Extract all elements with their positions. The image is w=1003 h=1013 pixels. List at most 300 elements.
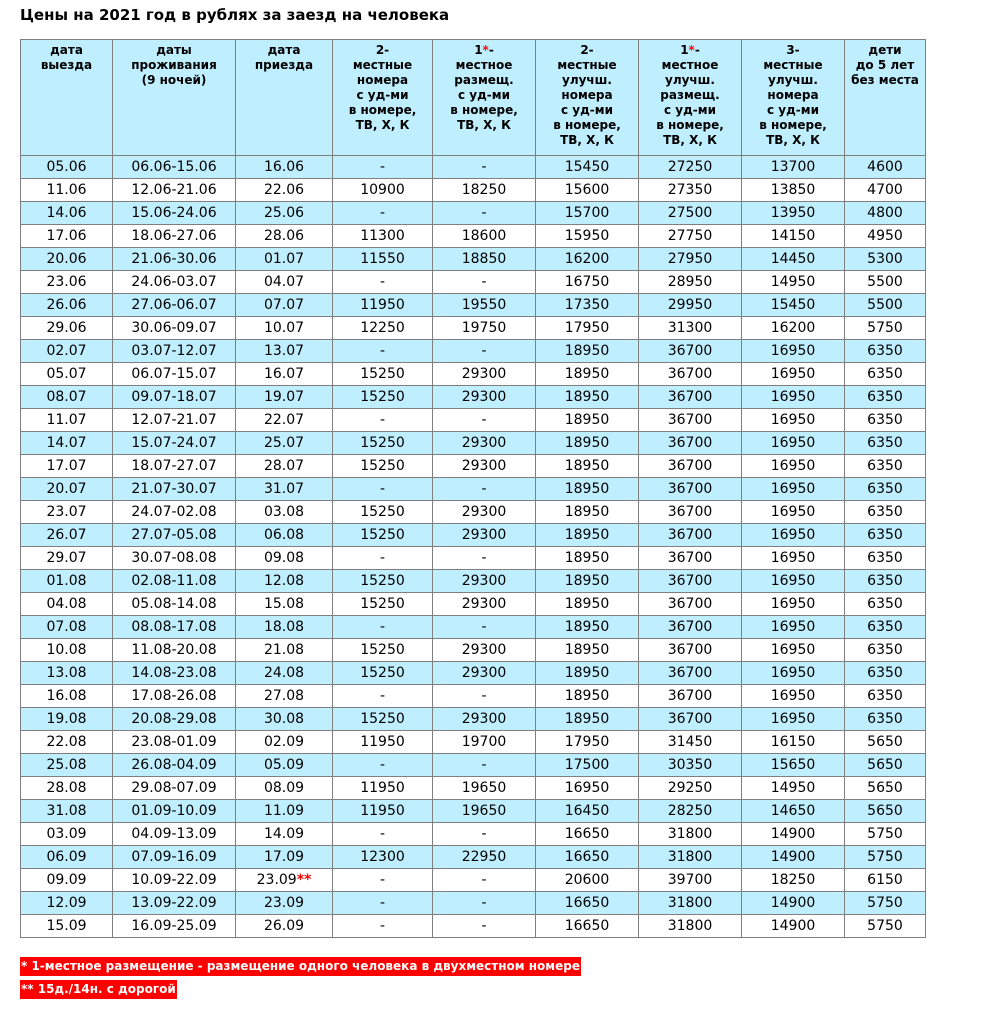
table-cell: 4800: [845, 202, 926, 225]
table-cell: -: [333, 202, 433, 225]
table-cell: 07.08: [21, 616, 113, 639]
table-cell: 5750: [845, 317, 926, 340]
table-cell: 14450: [742, 248, 845, 271]
table-cell: 6350: [845, 685, 926, 708]
table-cell: 4700: [845, 179, 926, 202]
table-row: [21, 501, 926, 524]
table-cell: 06.07-15.07: [113, 363, 236, 386]
table-cell: 29300: [433, 570, 536, 593]
header-line: (9 ночей): [141, 73, 207, 87]
table-cell: 29300: [433, 524, 536, 547]
table-cell: 15.09: [21, 915, 113, 938]
table-cell: 16950: [742, 386, 845, 409]
table-cell: 18950: [536, 478, 639, 501]
table-cell: 36700: [639, 478, 742, 501]
table-cell: 14950: [742, 271, 845, 294]
table-cell: 28250: [639, 800, 742, 823]
table-cell: 08.08-17.08: [113, 616, 236, 639]
table-cell: 20600: [536, 869, 639, 892]
table-cell: 11950: [333, 777, 433, 800]
table-cell: 18250: [433, 179, 536, 202]
table-cell: 19650: [433, 777, 536, 800]
table-header-col-3: [236, 40, 333, 156]
table-cell: 15250: [333, 363, 433, 386]
table-cell: 29.07: [21, 547, 113, 570]
table-row: [21, 777, 926, 800]
header-line: ТВ, Х, К: [355, 118, 410, 132]
header-line: с уд-ми: [560, 103, 613, 117]
table-header-col-4: [333, 40, 433, 156]
table-cell: 14150: [742, 225, 845, 248]
header-line: в номере,: [656, 118, 724, 132]
table-cell: 6350: [845, 340, 926, 363]
table-cell: 16.08: [21, 685, 113, 708]
table-cell: 16950: [742, 662, 845, 685]
table-cell: 27.08: [236, 685, 333, 708]
table-row: [21, 593, 926, 616]
table-row: [21, 800, 926, 823]
table-cell: -: [433, 156, 536, 179]
table-cell: 31.07: [236, 478, 333, 501]
table-row: [21, 156, 926, 179]
table-cell: -: [333, 547, 433, 570]
table-cell: 22.07: [236, 409, 333, 432]
table-cell: 6350: [845, 708, 926, 731]
table-cell: 29300: [433, 639, 536, 662]
table-cell: 16950: [742, 708, 845, 731]
table-cell: 18.06-27.06: [113, 225, 236, 248]
table-cell: 29300: [433, 662, 536, 685]
table-cell: 29.08-07.09: [113, 777, 236, 800]
table-cell: 18950: [536, 524, 639, 547]
header-line: ТВ, Х, К: [663, 133, 717, 147]
table-cell: 29.06: [21, 317, 113, 340]
table-cell: 14650: [742, 800, 845, 823]
header-line: ТВ, Х, К: [766, 133, 820, 147]
header-line: размещ.: [660, 88, 720, 102]
table-row: [21, 409, 926, 432]
header-line: улучш.: [665, 73, 715, 87]
table-cell: 6350: [845, 363, 926, 386]
table-cell: -: [333, 892, 433, 915]
table-cell: 15.06-24.06: [113, 202, 236, 225]
footnote-single-occupancy: * 1-местное размещение - размещение одного человека в двухместном номере: [20, 957, 581, 976]
table-cell: 11950: [333, 800, 433, 823]
table-cell: 29300: [433, 708, 536, 731]
table-cell: 36700: [639, 386, 742, 409]
footnote-trip-length: ** 15д./14н. с дорогой: [20, 980, 177, 999]
table-cell: 36700: [639, 432, 742, 455]
table-cell: 6150: [845, 869, 926, 892]
table-cell: 25.06: [236, 202, 333, 225]
table-cell: 12.09: [21, 892, 113, 915]
table-cell: -: [433, 616, 536, 639]
table-cell: 29300: [433, 455, 536, 478]
table-row: [21, 478, 926, 501]
table-cell: 15250: [333, 524, 433, 547]
table-cell: 03.08: [236, 501, 333, 524]
table-cell: 29250: [639, 777, 742, 800]
table-cell: -: [433, 547, 536, 570]
table-cell: 29300: [433, 432, 536, 455]
table-cell: 08.09: [236, 777, 333, 800]
table-cell: 28950: [639, 271, 742, 294]
table-cell: 31800: [639, 823, 742, 846]
table-cell: -: [333, 156, 433, 179]
table-cell: 11300: [333, 225, 433, 248]
header-line: в номере,: [348, 103, 417, 117]
table-cell: 31300: [639, 317, 742, 340]
table-cell: 28.08: [21, 777, 113, 800]
table-cell: 28.06: [236, 225, 333, 248]
table-cell: 36700: [639, 570, 742, 593]
table-cell: 11550: [333, 248, 433, 271]
table-cell: 17.09: [236, 846, 333, 869]
header-line: улучш.: [768, 73, 818, 87]
table-cell: 36700: [639, 662, 742, 685]
header-line: номера: [767, 88, 819, 102]
header-line: 2-: [580, 43, 594, 57]
table-cell: -: [433, 271, 536, 294]
table-header-col-1: [21, 40, 113, 156]
table-row: [21, 754, 926, 777]
table-cell: 18950: [536, 685, 639, 708]
table-cell: 36700: [639, 639, 742, 662]
table-cell: 18950: [536, 708, 639, 731]
table-cell: 15250: [333, 501, 433, 524]
table-cell: 23.08-01.09: [113, 731, 236, 754]
table-cell: 11.07: [21, 409, 113, 432]
header-line: в номере,: [450, 103, 518, 117]
table-cell: 15700: [536, 202, 639, 225]
table-cell: -: [433, 915, 536, 938]
table-cell: 6350: [845, 386, 926, 409]
table-cell: 02.08-11.08: [113, 570, 236, 593]
table-cell: 36700: [639, 501, 742, 524]
table-cell: -: [333, 340, 433, 363]
table-cell: 17.06: [21, 225, 113, 248]
table-cell: 19.07: [236, 386, 333, 409]
table-cell: 16750: [536, 271, 639, 294]
table-cell: 5750: [845, 915, 926, 938]
table-cell: 16950: [742, 639, 845, 662]
header-line: местное: [455, 58, 513, 72]
header-line: 2-: [375, 43, 390, 57]
table-cell: 15600: [536, 179, 639, 202]
table-cell: 14900: [742, 915, 845, 938]
table-cell: 16.06: [236, 156, 333, 179]
table-cell: 09.08: [236, 547, 333, 570]
table-cell: 02.07: [21, 340, 113, 363]
table-cell: 05.09: [236, 754, 333, 777]
table-row: [21, 892, 926, 915]
table-cell: 18950: [536, 363, 639, 386]
table-cell: 6350: [845, 524, 926, 547]
table-cell: 19650: [433, 800, 536, 823]
table-cell: 20.07: [21, 478, 113, 501]
table-cell: 01.08: [21, 570, 113, 593]
table-cell: 20.06: [21, 248, 113, 271]
header-line: местное: [661, 58, 719, 72]
header-line: приезда: [254, 58, 314, 72]
table-cell: 23.09**: [236, 869, 333, 892]
table-cell: 6350: [845, 409, 926, 432]
table-cell: 5500: [845, 271, 926, 294]
table-cell: -: [433, 478, 536, 501]
table-cell: 22.08: [21, 731, 113, 754]
table-cell: 31800: [639, 892, 742, 915]
table-cell: 5750: [845, 846, 926, 869]
table-cell: 22950: [433, 846, 536, 869]
header-line: номера: [561, 88, 613, 102]
table-cell: 11950: [333, 731, 433, 754]
table-cell: 5500: [845, 294, 926, 317]
header-line: улучш.: [562, 73, 612, 87]
table-cell: -: [333, 869, 433, 892]
table-cell: 36700: [639, 593, 742, 616]
table-cell: 18.08: [236, 616, 333, 639]
table-cell: 27500: [639, 202, 742, 225]
table-header-col-6: [536, 40, 639, 156]
header-line: местные: [763, 58, 823, 72]
table-cell: 25.08: [21, 754, 113, 777]
table-cell: 16950: [742, 547, 845, 570]
table-cell: 30.08: [236, 708, 333, 731]
header-line: с уд-ми: [457, 88, 510, 102]
table-cell: 11.06: [21, 179, 113, 202]
table-cell: 12.07-21.07: [113, 409, 236, 432]
table-cell: 24.07-02.08: [113, 501, 236, 524]
table-cell: 16650: [536, 915, 639, 938]
table-cell: -: [433, 892, 536, 915]
header-line: с уд-ми: [356, 88, 409, 102]
table-cell: 5750: [845, 892, 926, 915]
table-cell: 19550: [433, 294, 536, 317]
asterisk-mark: *: [688, 43, 695, 57]
table-cell: 14950: [742, 777, 845, 800]
table-cell: 13.09-22.09: [113, 892, 236, 915]
table-cell: 16950: [742, 432, 845, 455]
header-line: с уд-ми: [663, 103, 716, 117]
table-cell: 6350: [845, 432, 926, 455]
price-table: [20, 39, 926, 938]
table-header-col-2: [113, 40, 236, 156]
table-cell: 27750: [639, 225, 742, 248]
table-cell: 18950: [536, 593, 639, 616]
table-cell: 26.07: [21, 524, 113, 547]
table-cell: 01.09-10.09: [113, 800, 236, 823]
table-cell: 24.08: [236, 662, 333, 685]
table-cell: 04.08: [21, 593, 113, 616]
table-cell: 15450: [742, 294, 845, 317]
table-cell: 18250: [742, 869, 845, 892]
table-cell: 13.08: [21, 662, 113, 685]
table-cell: 21.07-30.07: [113, 478, 236, 501]
table-cell: 11950: [333, 294, 433, 317]
table-cell: 15.07-24.07: [113, 432, 236, 455]
header-line: в номере,: [759, 118, 827, 132]
table-cell: 17950: [536, 317, 639, 340]
table-cell: 16200: [742, 317, 845, 340]
table-cell: 6350: [845, 501, 926, 524]
table-row: [21, 708, 926, 731]
table-cell: 10900: [333, 179, 433, 202]
table-cell: 36700: [639, 685, 742, 708]
table-cell: 20.08-29.08: [113, 708, 236, 731]
table-cell: -: [333, 915, 433, 938]
table-cell: 19700: [433, 731, 536, 754]
table-cell: 16950: [742, 616, 845, 639]
table-cell: 18950: [536, 662, 639, 685]
table-cell: 27350: [639, 179, 742, 202]
table-cell: 36700: [639, 455, 742, 478]
header-line: размещ.: [454, 73, 514, 87]
table-cell: 13950: [742, 202, 845, 225]
table-cell: 27.07-05.08: [113, 524, 236, 547]
table-header-col-9: [845, 40, 926, 156]
table-cell: 18.07-27.07: [113, 455, 236, 478]
page-title: Цены на 2021 год в рублях за заезд на человека: [20, 6, 450, 24]
table-cell: 5650: [845, 754, 926, 777]
table-cell: 04.07: [236, 271, 333, 294]
table-cell: 29300: [433, 593, 536, 616]
table-row: [21, 524, 926, 547]
table-cell: 16950: [742, 409, 845, 432]
table-cell: -: [433, 823, 536, 846]
table-cell: 29300: [433, 501, 536, 524]
table-cell: 06.09: [21, 846, 113, 869]
table-cell: 14.09: [236, 823, 333, 846]
header-line: дата: [50, 43, 83, 57]
table-cell: 16.09-25.09: [113, 915, 236, 938]
table-cell: 25.07: [236, 432, 333, 455]
table-row: [21, 363, 926, 386]
header-line: дети: [868, 43, 902, 57]
table-cell: 31800: [639, 846, 742, 869]
table-row: [21, 570, 926, 593]
header-line: дата: [267, 43, 301, 57]
table-cell: 15250: [333, 432, 433, 455]
table-row: [21, 662, 926, 685]
table-cell: -: [333, 754, 433, 777]
table-cell: 36700: [639, 708, 742, 731]
footnotes: [20, 957, 581, 1003]
table-cell: 03.09: [21, 823, 113, 846]
asterisk-mark: *: [482, 43, 489, 57]
table-cell: 16650: [536, 823, 639, 846]
table-cell: 5650: [845, 731, 926, 754]
table-cell: 16950: [742, 685, 845, 708]
table-cell: 14.07: [21, 432, 113, 455]
table-cell: 11.09: [236, 800, 333, 823]
table-cell: 19.08: [21, 708, 113, 731]
table-cell: 5650: [845, 800, 926, 823]
table-cell: 17350: [536, 294, 639, 317]
table-row: [21, 340, 926, 363]
table-row: [21, 823, 926, 846]
header-line: 1*-: [680, 43, 700, 57]
table-cell: 07.07: [236, 294, 333, 317]
table-cell: 10.09-22.09: [113, 869, 236, 892]
table-cell: 21.08: [236, 639, 333, 662]
table-cell: 08.07: [21, 386, 113, 409]
header-line: местные: [557, 58, 617, 72]
table-cell: 27.06-06.07: [113, 294, 236, 317]
table-cell: 18950: [536, 570, 639, 593]
table-cell: 15650: [742, 754, 845, 777]
header-line: с уд-ми: [766, 103, 819, 117]
table-cell: 4600: [845, 156, 926, 179]
table-cell: 18950: [536, 547, 639, 570]
table-cell: 30.06-09.07: [113, 317, 236, 340]
table-cell: 14900: [742, 892, 845, 915]
table-cell: 16950: [536, 777, 639, 800]
table-row: [21, 731, 926, 754]
table-cell: 15450: [536, 156, 639, 179]
table-row: [21, 455, 926, 478]
table-cell: 15250: [333, 455, 433, 478]
table-cell: 16.07: [236, 363, 333, 386]
table-cell: 18850: [433, 248, 536, 271]
table-cell: 14900: [742, 823, 845, 846]
table-cell: 6350: [845, 639, 926, 662]
table-cell: 18600: [433, 225, 536, 248]
table-cell: 10.08: [21, 639, 113, 662]
table-cell: 15250: [333, 593, 433, 616]
table-cell: -: [333, 616, 433, 639]
table-cell: 6350: [845, 547, 926, 570]
table-cell: -: [433, 202, 536, 225]
table-cell: 16950: [742, 501, 845, 524]
table-row: [21, 685, 926, 708]
table-cell: 16950: [742, 455, 845, 478]
table-cell: 26.06: [21, 294, 113, 317]
table-cell: 16950: [742, 593, 845, 616]
table-cell: 14900: [742, 846, 845, 869]
table-row: [21, 225, 926, 248]
table-cell: 36700: [639, 547, 742, 570]
table-cell: -: [333, 685, 433, 708]
table-cell: 15250: [333, 386, 433, 409]
table-row: [21, 294, 926, 317]
table-cell: 18950: [536, 386, 639, 409]
table-cell: 16150: [742, 731, 845, 754]
header-line: в номере,: [553, 118, 621, 132]
table-row: [21, 846, 926, 869]
table-cell: 18950: [536, 639, 639, 662]
table-cell: 36700: [639, 524, 742, 547]
table-cell: 6350: [845, 478, 926, 501]
table-cell: 18950: [536, 455, 639, 478]
table-cell: 12.08: [236, 570, 333, 593]
table-cell: 14.08-23.08: [113, 662, 236, 685]
header-line: выезда: [40, 58, 93, 72]
table-cell: 17.08-26.08: [113, 685, 236, 708]
header-line: 3-: [786, 43, 800, 57]
table-cell: 19750: [433, 317, 536, 340]
table-cell: 21.06-30.06: [113, 248, 236, 271]
table-row: [21, 248, 926, 271]
table-cell: 17.07: [21, 455, 113, 478]
double-asterisk-mark: **: [296, 872, 312, 888]
table-cell: 13.07: [236, 340, 333, 363]
table-cell: 36700: [639, 363, 742, 386]
header-line: без места: [851, 73, 919, 87]
table-cell: 12.06-21.06: [113, 179, 236, 202]
table-cell: 6350: [845, 616, 926, 639]
table-cell: 31450: [639, 731, 742, 754]
table-row: [21, 386, 926, 409]
